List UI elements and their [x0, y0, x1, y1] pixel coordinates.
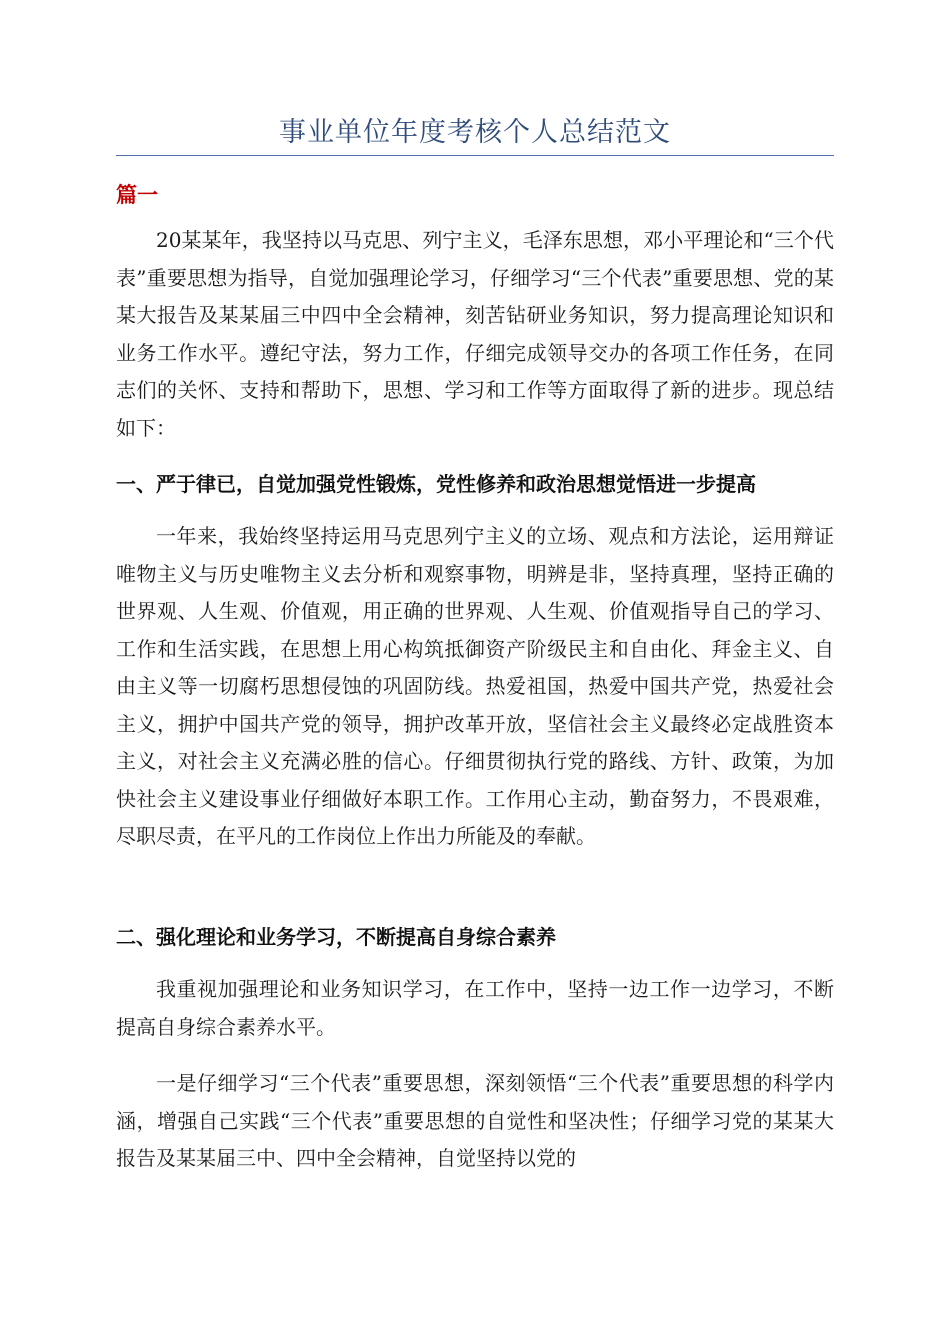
section-label: 篇一	[116, 183, 158, 207]
section-heading-2: 二、强化理论和业务学习，不断提高自身综合素养	[116, 925, 556, 949]
section-heading-1: 一、严于律已，自觉加强党性锻炼，党性修养和政治思想觉悟进一步提高	[116, 472, 756, 496]
body-paragraph-3: 一是仔细学习“三个代表”重要思想，深刻领悟“三个代表”重要思想的科学内涵，增强自己实践“三个代表”重要思想的自觉性和坚决性；仔细学习党的某某大报告及某某届三中、四中全会精神，自觉坚持以党的	[116, 1071, 834, 1170]
body-paragraph-1: 一年来，我始终坚持运用马克思列宁主义的立场、观点和方法论，运用辩证唯物主义与历史唯物主义去分析和观察事物，明辨是非，坚持真理，坚持正确的世界观、人生观、价值观，用正确的世界观、人生观、价值观指导自己的学习、工作和生活实践，在思想上用心构筑抵御资产阶级民主和自由化、拜金主义、自由主义等一切腐朽思想侵蚀的巩固防线。热爱祖国，热爱中国共产党，热爱社会主义，拥护中国共产党的领导，拥护改革开放，坚信社会主义最终必定战胜资本主义，对社会主义充满必胜的信心。仔细贯彻执行党的路线、方针、政策，为加快社会主义建设事业仔细做好本职工作。工作用心主动，勤奋努力，不畏艰难，尽职尽责，在平凡的工作岗位上作出力所能及的奉献。	[116, 524, 834, 848]
document-title: 事业单位年度考核个人总结范文	[279, 117, 671, 148]
body-paragraph-2: 我重视加强理论和业务知识学习，在工作中，坚持一边工作一边学习，不断提高自身综合素养水平。	[116, 977, 834, 1039]
intro-paragraph: 20某某年，我坚持以马克思、列宁主义，毛泽东思想，邓小平理论和“三个代表”重要思想为指导，自觉加强理论学习，仔细学习“三个代表”重要思想、党的某某大报告及某某届三中四中全会精神，刻苦钻研业务知识，努力提高理论知识和业务工作水平。遵纪守法，努力工作，仔细完成领导交办的各项工作任务，在同志们的关怀、支持和帮助下，思想、学习和工作等方面取得了新的进步。现总结如下：	[116, 228, 834, 440]
title-underline	[116, 155, 834, 156]
